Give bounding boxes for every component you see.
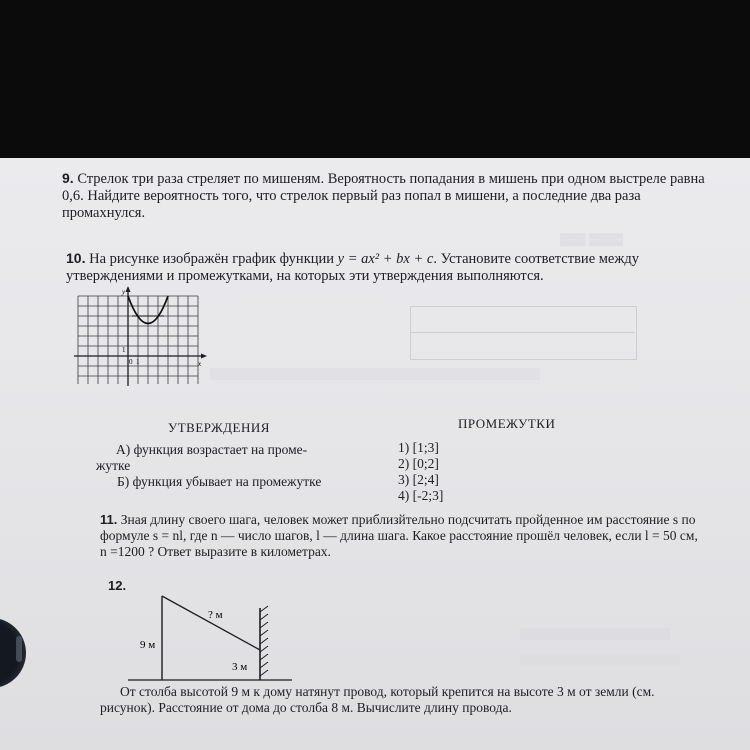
bleed-through-table-line: [410, 332, 635, 333]
pole-height-label: 9 м: [140, 639, 156, 651]
y-axis-arrow: [126, 286, 131, 292]
statement-a-line-1: А) функция возрастает на проме-: [116, 442, 308, 457]
problem-10: [66, 250, 710, 285]
nail-highlight: [16, 636, 22, 662]
problem-10-text-before: На рисунке изображён график функции: [89, 251, 338, 267]
house-wall-hatching: [260, 606, 268, 676]
interval-3: 3) [2;4]: [398, 472, 439, 487]
problem-11-number: 11.: [100, 512, 118, 527]
x-axis-arrow: [201, 354, 207, 359]
worksheet-page: [0, 158, 750, 750]
interval-1: 1) [1;3]: [398, 440, 439, 455]
bleed-through-line: [210, 368, 540, 380]
statement-a-line-2: жутке: [96, 458, 131, 473]
problem-11: [100, 512, 700, 560]
problem-9-text: Стрелок три раза стреляет по мишеням. Вероятность попадания в мишень при одном выстреле равна 0,6. Найдите вероятность того, что стрелок первый раз попал в мишени, а последние два раза промахнулся.: [62, 171, 705, 221]
y-unit-label: 1: [122, 346, 126, 354]
problem-12-text: От столба высотой 9 м к дому натянут провод, который крепится на высоте 3 м от земли (см. рисунок). Расстояние от дома до столба 8 м. Вычислите длину провода.: [100, 684, 655, 715]
x-axis-label: x: [198, 360, 202, 368]
problem-12-number: 12.: [108, 578, 127, 593]
problem-9: [62, 170, 712, 222]
problem-11-text: Зная длину своего шага, человек может приблизйтельно подсчитать пройденное им расстояние s по формуле s = nl, где n — число шагов, l — длина шага. Какое расстояние прошёл человек, если l = 50 см, n =1200 ? Ответ выразите в километрах.: [100, 512, 698, 559]
interval-2: 2) [0;2]: [398, 456, 439, 471]
problem-10-formula: y = ax² + bx + c: [337, 251, 434, 267]
problem-10-text-after: . Установите соответствие между утверждениями и промежутками, на которых эти утверждения выполняются.: [66, 251, 640, 284]
x-unit-label: 1: [136, 358, 140, 366]
parabola-graph: [70, 286, 210, 396]
origin-label: 0: [129, 358, 133, 366]
problem-9-number: 9.: [62, 170, 74, 186]
wire: [162, 596, 260, 650]
wire-label: ? м: [208, 609, 223, 621]
attachment-height-label: 3 м: [232, 661, 248, 673]
intervals-heading: ПРОМЕЖУТКИ: [458, 416, 556, 431]
statement-b: Б) функция убывает на промежутке: [117, 474, 322, 489]
y-axis-label: y: [122, 288, 126, 296]
bleed-through-line: [520, 654, 680, 666]
statements-heading: УТВЕРЖДЕНИЯ: [168, 420, 270, 435]
graph-grid: [78, 296, 198, 384]
bleed-through-table: [410, 306, 637, 360]
interval-4: 4) [-2;3]: [398, 488, 444, 503]
pole-wire-diagram: [120, 586, 300, 686]
bleed-through-line: [520, 628, 670, 640]
problem-10-number: 10.: [66, 250, 86, 266]
bleed-through-text: ▒▒▒ ▒▒▒▒: [560, 232, 623, 246]
